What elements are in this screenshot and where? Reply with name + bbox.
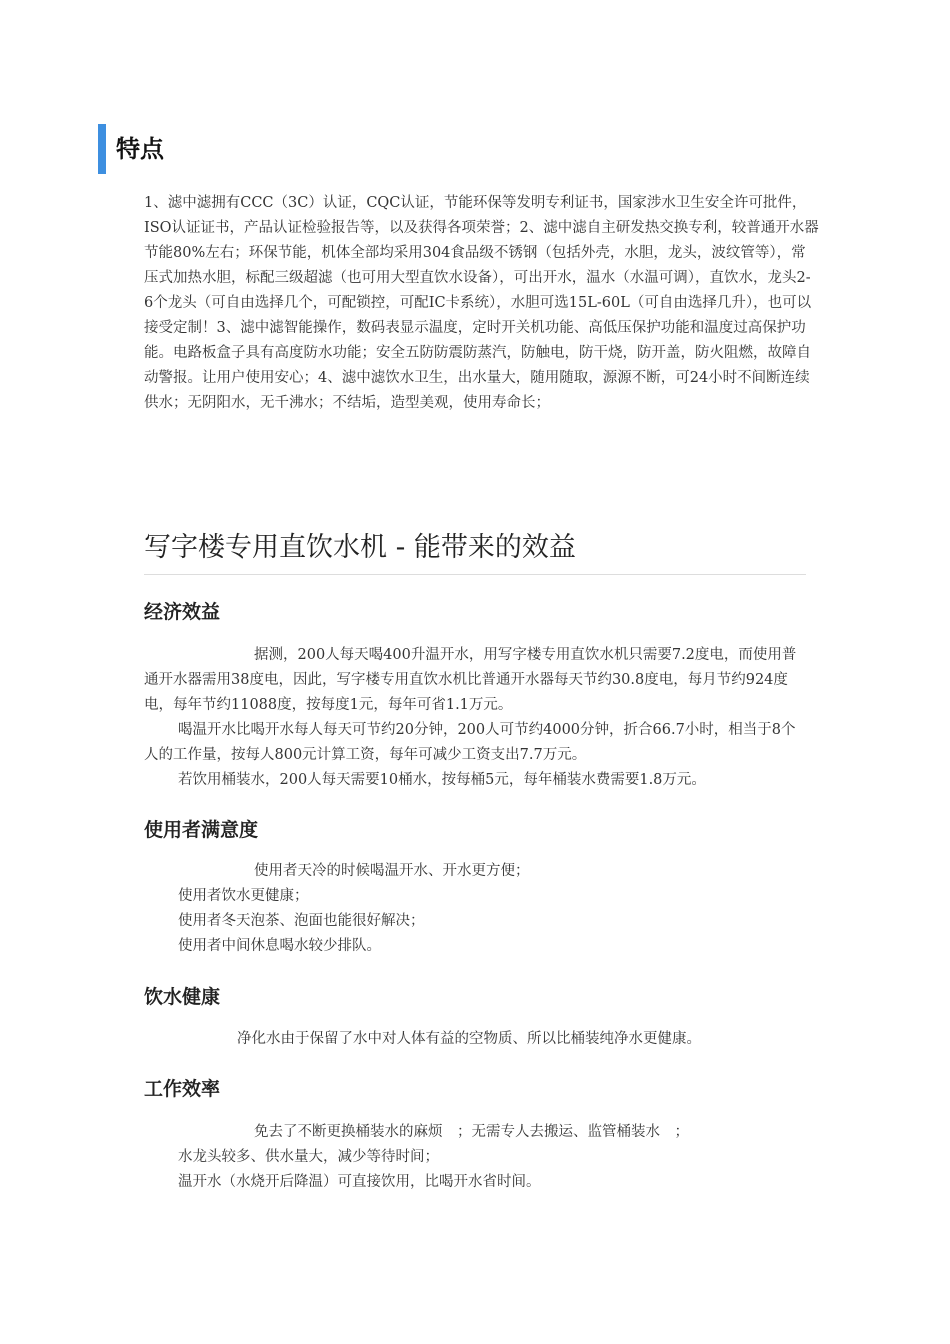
health-text: 净化水由于保留了水中对人体有益的空物质、所以比桶装纯净水更健康。 (237, 1031, 701, 1047)
accent-bar (98, 124, 106, 174)
satisfaction-title: 使用者满意度 (144, 819, 259, 841)
efficiency-line-2: 水龙头较多、供水量大，减少等待时间； (178, 1149, 439, 1165)
efficiency-line-1: 免去了不断更换桶装水的麻烦 ；无需专人去搬运、监管桶装水 ； (254, 1124, 689, 1140)
satisfaction-line-3: 使用者冬天泡茶、泡面也能很好解决； (178, 913, 425, 929)
economic-title: 经济效益 (144, 601, 221, 623)
efficiency-section (144, 1120, 809, 1195)
health-title: 饮水健康 (144, 986, 221, 1008)
efficiency-line-3: 温开水（水烧开后降温）可直接饮用，比喝开水省时间。 (178, 1174, 541, 1190)
economic-section (144, 643, 809, 793)
satisfaction-line-2: 使用者饮水更健康； (178, 888, 309, 904)
health-section (144, 1027, 809, 1052)
efficiency-title: 工作效率 (144, 1078, 221, 1100)
economic-paragraph-1: 据测，200人每天喝400升温开水，用写字楼专用直饮水机只需要7.2度电，而使用普通开水器需用38度电，因此，写字楼专用直饮水机比普通开水器每天节约30.8度电，每月节约924度电，每年节约11088度，按每度1元，每年可省1.1万元。 (144, 647, 797, 713)
economic-paragraph-3: 若饮用桶装水，200人每天需要10桶水，按每桶5元，每年桶装水费需要1.8万元。 (178, 772, 706, 788)
satisfaction-line-4: 使用者中间休息喝水较少排队。 (178, 938, 381, 954)
benefits-title: 写字楼专用直饮水机 - 能带来的效益 (144, 528, 806, 575)
satisfaction-line-1: 使用者天冷的时候喝温开水、开水更方便； (254, 863, 530, 879)
satisfaction-section (144, 859, 809, 959)
economic-paragraph-2: 喝温开水比喝开水每人每天可节约20分钟，200人可节约4000分钟，折合66.7小时，相当于8个人的工作量，按每人800元计算工资，每年可减少工资支出7.7万元。 (144, 722, 796, 763)
features-title: 特点 (116, 135, 164, 163)
features-text: 1、滤中滤拥有CCC（3C）认证，CQC认证，节能环保等发明专利证书，国家涉水卫生安全许可批件，ISO认证证书，产品认证检验报告等，以及获得各项荣誉；2、滤中滤自主研发热交换专利，较普通开水器节能80%左右；环保节能，机体全部均采用304食品级不锈钢（包括外壳，水胆，龙头，波纹管等），常压式加热水胆，标配三级超滤（也可用大型直饮水设备），可出开水，温水（水温可调），直饮水，龙头2-6个龙头（可自由选择几个，可配锁控，可配IC卡系统），水胆可选15L-60L（可自由选择几升），也可以接受定制！3、滤中滤智能操作，数码表显示温度，定时开关机功能、高低压保护功能和温度过高保护功能。电路板盒子具有高度防水功能；安全五防防震防蒸汽，防触电，防干烧，防开盖，防火阻燃，故障自动警报。让用户使用安心；4、滤中滤饮水卫生，出水量大，随用随取，源源不断，可24小时不间断连续供水；无阴阳水，无千沸水；不结垢，造型美观，使用寿命长； (144, 195, 819, 411)
